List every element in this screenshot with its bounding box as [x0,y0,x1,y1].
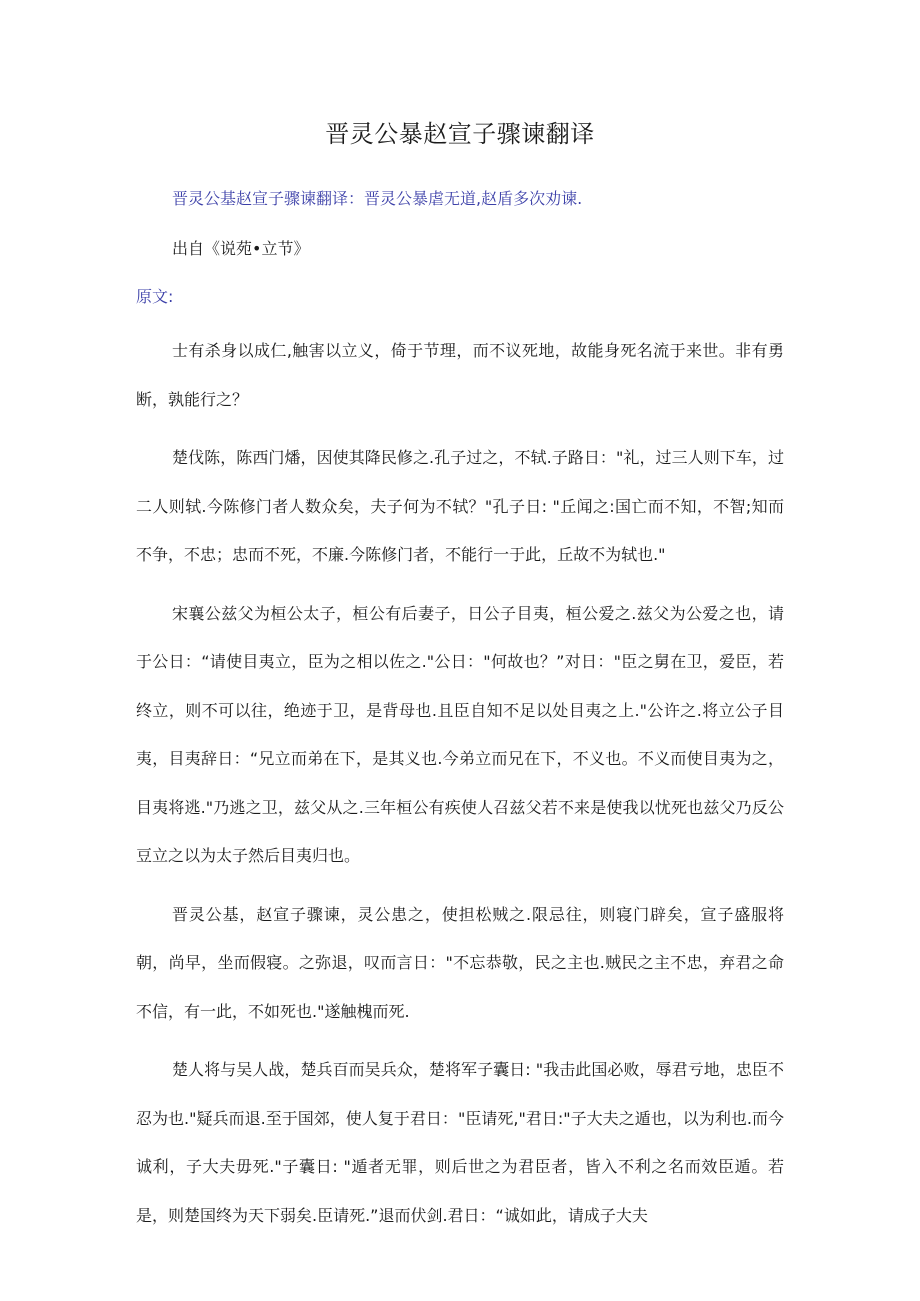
page-title: 晋灵公暴赵宣子骤谏翻译 [325,120,595,148]
body-text [136,327,784,1260]
source-line: 出自《说苑•立节》 [172,239,310,258]
paragraph-1: 士有杀身以成仁,触害以立义，倚于节理，而不议死地，故能身死名流于来世。非有勇断，孰能行之？ [136,341,784,409]
intro-line: 晋灵公基赵宣子骤谏翻译：晋灵公暴虐无道,赵盾多次劝谏. [172,189,583,208]
section-label-original-text: 原文: [136,287,174,306]
paragraph-3: 宋襄公兹父为桓公太子，桓公有后妻子，日公子目夷，桓公爱之.兹父为公爱之也，请于公日：“请使目夷立，臣为之相以佐之."公日："何故也？”对日："臣之舅在卫，爱臣，若终立，则不可以往，绝迹于卫，是背母也.且臣自知不足以处目夷之上."公许之.将立公子目夷，目夷辞日：“兄立而弟在下，是其义也.今弟立而兄在下，不义也。不义而使目夷为之，目夷将逃."乃逃之卫，兹父从之.三年桓公有疾使人召兹父若不来是使我以忧死也兹父乃反公豆立之以为太子然后目夷归也。 [136,603,784,865]
paragraph-4: 晋灵公基，赵宣子骤谏，灵公患之，使担松贼之.限忌往，则寝门辟矣，宣子盛服将朝，尚早，坐而假寝。之弥退，叹而言日："不忘恭敬，民之主也.贼民之主不忠，弃君之命不信，有一此，不如死也."遂触槐而死. [136,904,784,1021]
paragraph-2: 楚伐陈，陈西门燔，因使其降民修之.孔子过之，不轼.子路日："礼，过三人则下车，过二人则轼.今陈修门者人数众矣，夫子何为不轼？"孔子日: "丘闻之:国亡而不知，不智;知而不争，不忠；忠而不死，不廉.今陈修门者，不能行一于此，丘故不为轼也." [136,448,784,564]
paragraph-5: 楚人将与吴人战，楚兵百而吴兵众，楚将军子囊日: "我击此国必败，辱君亏地，忠臣不忍为也."疑兵而退.至于国郊，使人复于君日："臣请死,"君日:"子大夫之遁也，以为利也.而今诚利，子大夫毋死."子囊日: "遁者无罪，则后世之为君臣者，皆入不利之名而效臣遁。若是，则楚国终为天下弱矣.臣请死.”退而伏剑.君日：“诚如此，请成子大夫 [136,1060,784,1225]
